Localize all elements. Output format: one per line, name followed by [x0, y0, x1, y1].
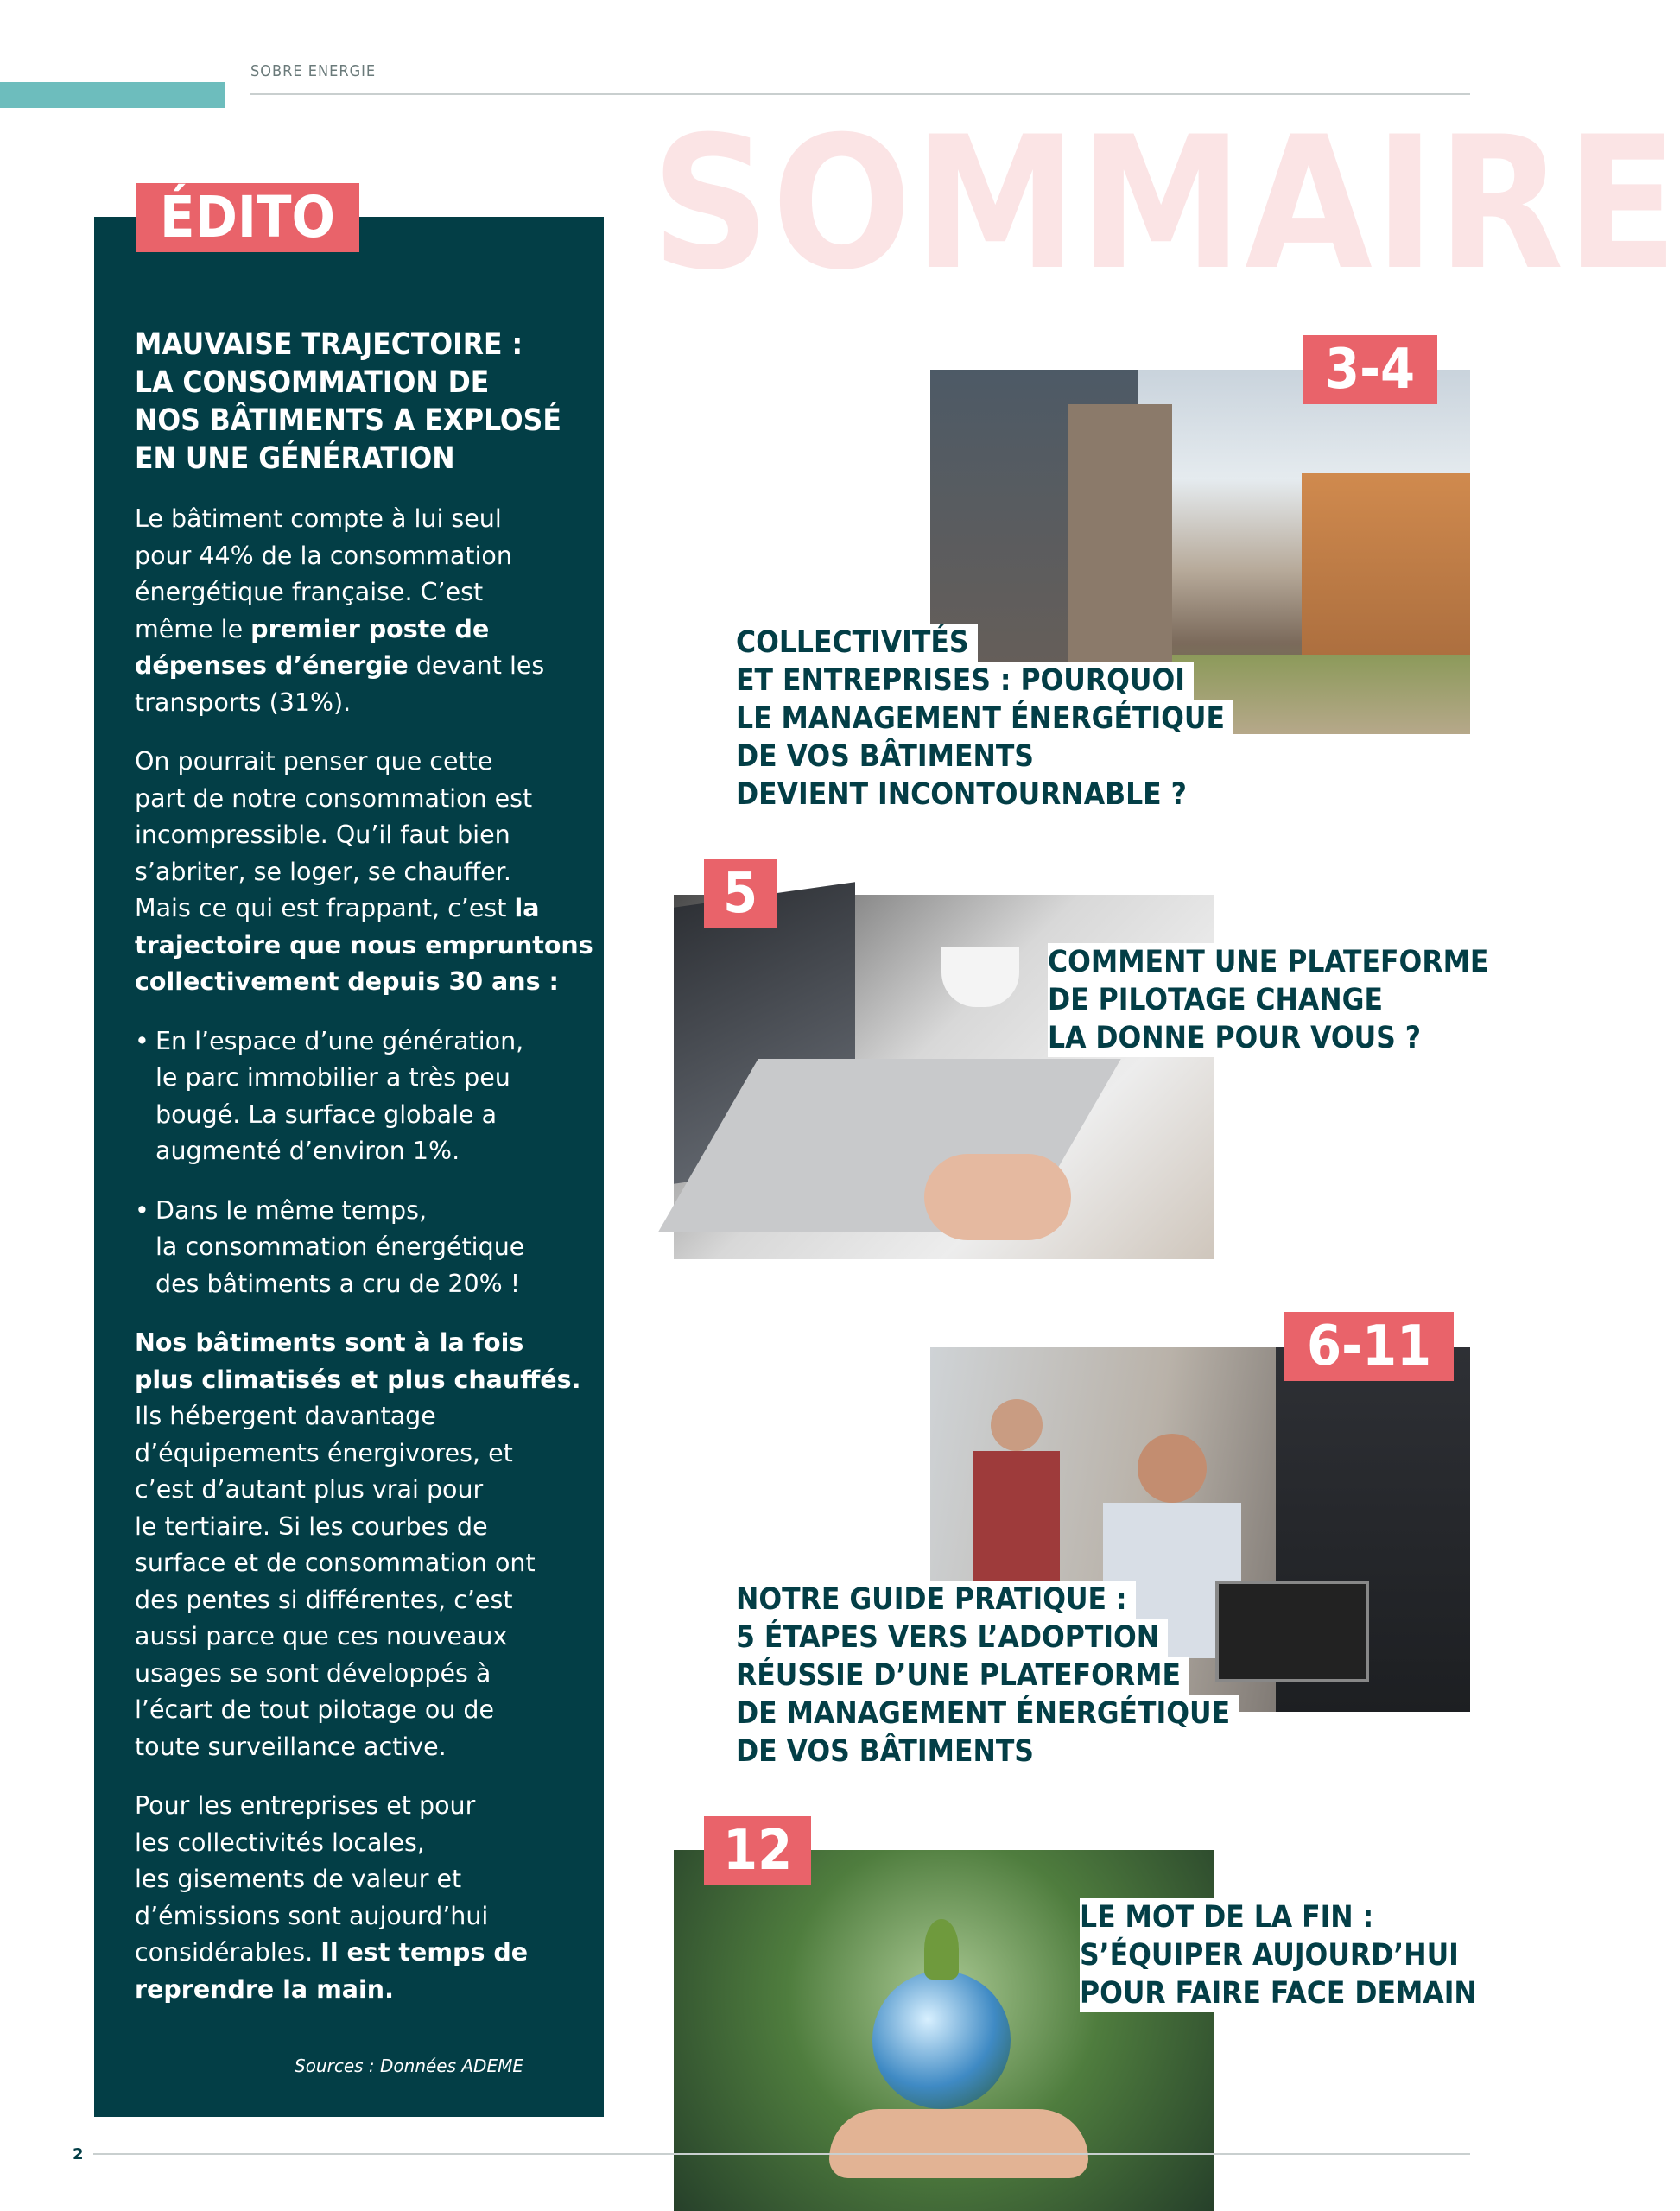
bold-span: Nos bâtiments sont à la fois — [135, 1328, 524, 1357]
text-line — [135, 928, 593, 965]
header-rule — [250, 93, 1470, 95]
toc-title-line: DE PILOTAGE CHANGE — [1048, 981, 1392, 1019]
text-line: l’écart de tout pilotage ou de — [135, 1695, 495, 1724]
text-line: incompressible. Qu’il faut bien — [135, 820, 510, 849]
text-line: Pour les entreprises et pour — [135, 1791, 476, 1820]
bold-span: premier poste de — [250, 614, 490, 643]
text-span: considérables. — [135, 1938, 321, 1967]
edito-sources: Sources : Données ADEME — [295, 2056, 523, 2076]
toc-title-line: LA DONNE POUR VOUS ? — [1048, 1019, 1430, 1057]
toc-title-line: RÉUSSIE D’UNE PLATEFORME — [736, 1657, 1189, 1695]
toc-title-line: DE VOS BÂTIMENTS — [736, 738, 1043, 776]
text-line — [135, 1362, 584, 1399]
text-line: c’est d’autant plus vrai pour — [135, 1475, 484, 1504]
text-line — [135, 890, 584, 928]
edito-paragraph-1 — [135, 501, 584, 721]
sommaire-watermark: SOMMAIRE — [651, 97, 1680, 310]
text-line: augmenté d’environ 1%. — [155, 1137, 460, 1165]
text-line: toute surveillance active. — [135, 1732, 447, 1761]
toc-title-line: COLLECTIVITÉS — [736, 624, 978, 662]
text-line: En l’espace d’une génération, — [155, 1026, 524, 1055]
text-line: part de notre consommation est — [135, 783, 533, 813]
text-line: d’émissions sont aujourd’hui — [135, 1901, 489, 1930]
edito-bullet-2 — [135, 1193, 584, 1303]
text-line: énergétique française. C’est — [135, 578, 484, 606]
toc-title-line: ET ENTREPRISES : POURQUOI — [736, 662, 1194, 700]
header-label: SOBRE ENERGIE — [250, 62, 377, 80]
toc-title-line: 5 ÉTAPES VERS L’ADOPTION — [736, 1619, 1168, 1657]
text-line: la consommation énergétique — [155, 1232, 525, 1261]
text-line: transports (31%). — [135, 687, 352, 717]
text-line: Dans le même temps, — [155, 1195, 428, 1225]
bullet-dot-icon: • — [135, 1195, 149, 1225]
person-head-shape — [991, 1399, 1043, 1451]
text-line — [135, 1972, 584, 2009]
text-span: Mais ce qui est frappant, c’est — [135, 894, 515, 922]
toc-title-line: DE VOS BÂTIMENTS — [736, 1733, 1043, 1771]
edito-title-line: EN UNE GÉNÉRATION — [135, 441, 455, 476]
page-tag-3-4: 3-4 — [1303, 335, 1437, 404]
edito-title-line: MAUVAISE TRAJECTOIRE : — [135, 327, 523, 362]
bold-span: collectivement depuis 30 ans : — [135, 967, 559, 996]
page-tag-6-11: 6-11 — [1284, 1312, 1454, 1381]
page-number: 2 — [73, 2145, 84, 2163]
edito-paragraph-4 — [135, 1788, 584, 2008]
text-line: des pentes si différentes, c’est — [135, 1585, 513, 1614]
text-line: s’abriter, se loger, se chauffer. — [135, 857, 511, 886]
toc-entry-title[interactable] — [1080, 1898, 1486, 2012]
text-span: même le — [135, 614, 251, 643]
text-line — [135, 964, 584, 1001]
hand-shape — [829, 2109, 1088, 2178]
edito-title — [135, 326, 567, 478]
page-tag-5: 5 — [704, 859, 777, 928]
sprout-icon — [924, 1919, 959, 1980]
bold-span: dépenses d’énergie — [135, 651, 409, 680]
toc-title-line: NOTRE GUIDE PRATIQUE : — [736, 1581, 1136, 1619]
toc-title-line: LE MOT DE LA FIN : — [1080, 1898, 1382, 1936]
toc-entry-title[interactable] — [736, 624, 1233, 814]
text-line — [135, 1325, 584, 1362]
toc-title-line: DE MANAGEMENT ÉNERGÉTIQUE — [736, 1695, 1239, 1733]
globe-icon — [872, 1971, 1011, 2109]
text-line — [135, 648, 584, 685]
bold-span: Il est temps de — [320, 1938, 529, 1967]
text-line: les collectivités locales, — [135, 1828, 425, 1857]
bold-span: plus climatisés et plus chauffés. — [135, 1365, 581, 1394]
bold-span: reprendre la main. — [135, 1974, 394, 2004]
person-head-shape — [1138, 1434, 1207, 1503]
text-line: Le bâtiment compte à lui seul — [135, 504, 502, 533]
text-line — [135, 1935, 584, 1972]
edito-title-line: NOS BÂTIMENTS A EXPLOSÉ — [135, 403, 561, 438]
toc-title-line: POUR FAIRE FACE DEMAIN — [1080, 1974, 1486, 2012]
text-line: d’équipements énergivores, et — [135, 1438, 513, 1467]
toc-title-line: LE MANAGEMENT ÉNERGÉTIQUE — [736, 700, 1233, 738]
text-line: les gisements de valeur et — [135, 1865, 462, 1893]
text-line: bougé. La surface globale a — [155, 1099, 498, 1129]
page-tag-12: 12 — [704, 1816, 811, 1885]
text-line: surface et de consommation ont — [135, 1549, 536, 1577]
edito-bullet-1 — [135, 1023, 584, 1170]
person-body-shape — [973, 1451, 1060, 1589]
edito-paragraph-2 — [135, 744, 593, 1001]
header-accent-bar — [0, 82, 225, 108]
text-line: des bâtiments a cru de 20% ! — [155, 1269, 521, 1298]
bullet-dot-icon: • — [135, 1026, 149, 1055]
footer-rule — [93, 2153, 1470, 2155]
toc-title-line: DEVIENT INCONTOURNABLE ? — [736, 776, 1195, 814]
text-line — [135, 611, 584, 649]
edito-tag: ÉDITO — [136, 183, 359, 252]
text-line: usages se sont développés à — [135, 1658, 491, 1688]
toc-title-line: COMMENT UNE PLATEFORME — [1048, 943, 1497, 981]
toc-entry-title[interactable] — [1048, 943, 1497, 1057]
text-line: aussi parce que ces nouveaux — [135, 1622, 508, 1650]
toc-title-line: S’ÉQUIPER AUJOURD’HUI — [1080, 1936, 1468, 1974]
hand-shape — [924, 1154, 1071, 1240]
edito-body — [135, 501, 593, 2030]
bold-span: trajectoire que nous empruntons — [135, 930, 593, 960]
text-line: le tertiaire. Si les courbes de — [135, 1511, 488, 1541]
bold-span: la — [514, 894, 540, 922]
text-line: Ils hébergent davantage — [135, 1402, 436, 1430]
edito-paragraph-3 — [135, 1325, 584, 1765]
edito-title-line: LA CONSOMMATION DE — [135, 365, 490, 400]
toc-entry-title[interactable] — [736, 1581, 1239, 1771]
cup-shape — [941, 947, 1019, 1007]
text-span: devant les — [408, 651, 545, 680]
text-line: On pourrait penser que cette — [135, 747, 493, 776]
text-line: pour 44% de la consommation — [135, 541, 512, 570]
text-line: le parc immobilier a très peu — [155, 1063, 510, 1092]
